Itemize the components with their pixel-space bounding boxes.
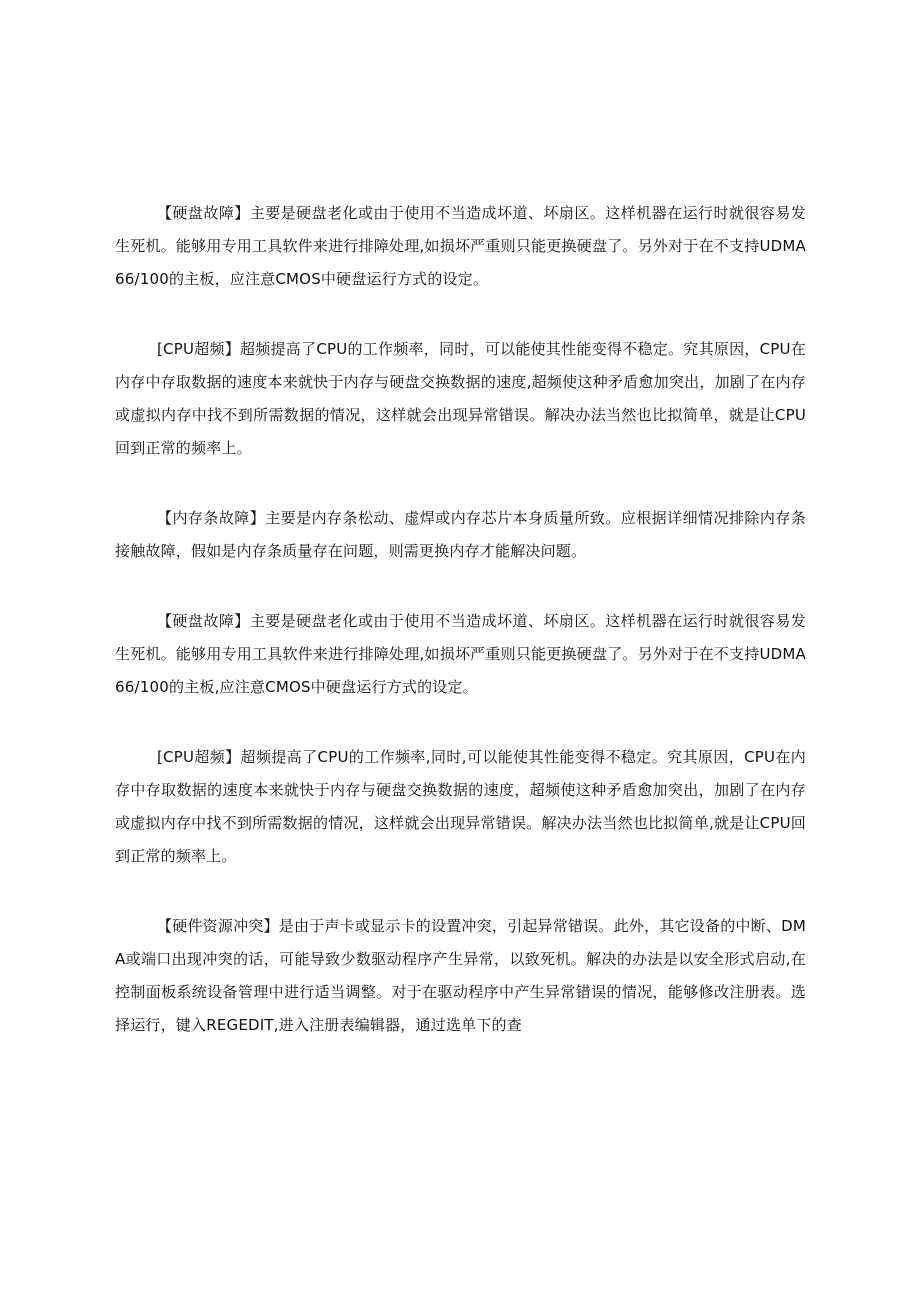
paragraph-hard-disk-fault: 【硬盘故障】主要是硬盘老化或由于使用不当造成坏道、坏扇区。这样机器在运行时就很容易发生死机。能够用专用工具软件来进行排障处理,如损坏严重则只能更换硬盘了。另外对于在不支持UDMA66/100的主板，应注意CMOS中硬盘运行方式的设定。 <box>115 204 806 288</box>
paragraph-cpu-overclock: [CPU超频】超频提高了CPU的工作频率，同时，可以能使其性能变得不稳定。究其原因，CPU在内存中存取数据的速度本来就快于内存与硬盘交换数据的速度,超频使这种矛盾愈加突出，加剧了在内存或虚拟内存中找不到所需数据的情况，这样就会出现异常错误。解决办法当然也比拟简单，就是让CPU回到正常的频率上。 <box>115 340 806 457</box>
paragraph-hardware-resource-conflict: 【硬件资源冲突】是由于声卡或显示卡的设置冲突，引起异常错误。此外，其它设备的中断、DMA或端口出现冲突的话，可能导致少数驱动程序产生异常，以致死机。解决的办法是以安全形式启动,在控制面板系统设备管理中进行适当调整。对于在驱动程序中产生异常错误的情况，能够修改注册表。选择运行，键入REGEDIT,进入注册表编辑器，通过选单下的查 <box>115 917 806 1034</box>
paragraph-hard-disk-fault-repeat: 【硬盘故障】主要是硬盘老化或由于使用不当造成坏道、坏扇区。这样机器在运行时就很容易发生死机。能够用专用工具软件来进行排障处理,如损坏严重则只能更换硬盘了。另外对于在不支持UDMA66/100的主板,应注意CMOS中硬盘运行方式的设定。 <box>115 612 806 696</box>
document-body <box>115 197 806 1079</box>
paragraph-memory-fault: 【内存条故障】主要是内存条松动、虚焊或内存芯片本身质量所致。应根据详细情况排除内存条接触故障，假如是内存条质量存在问题，则需更换内存才能解决问题。 <box>115 509 806 560</box>
paragraph-cpu-overclock-repeat: [CPU超频】超频提高了CPU的工作频率,同时,可以能使其性能变得不稳定。究其原因，CPU在内存中存取数据的速度本来就快于内存与硬盘交换数据的速度，超频使这种矛盾愈加突出，加剧了在内存或虚拟内存中找不到所需数据的情况，这样就会出现异常错误。解决办法当然也比拟简单,就是让CPU回到正常的频率上。 <box>115 748 806 865</box>
